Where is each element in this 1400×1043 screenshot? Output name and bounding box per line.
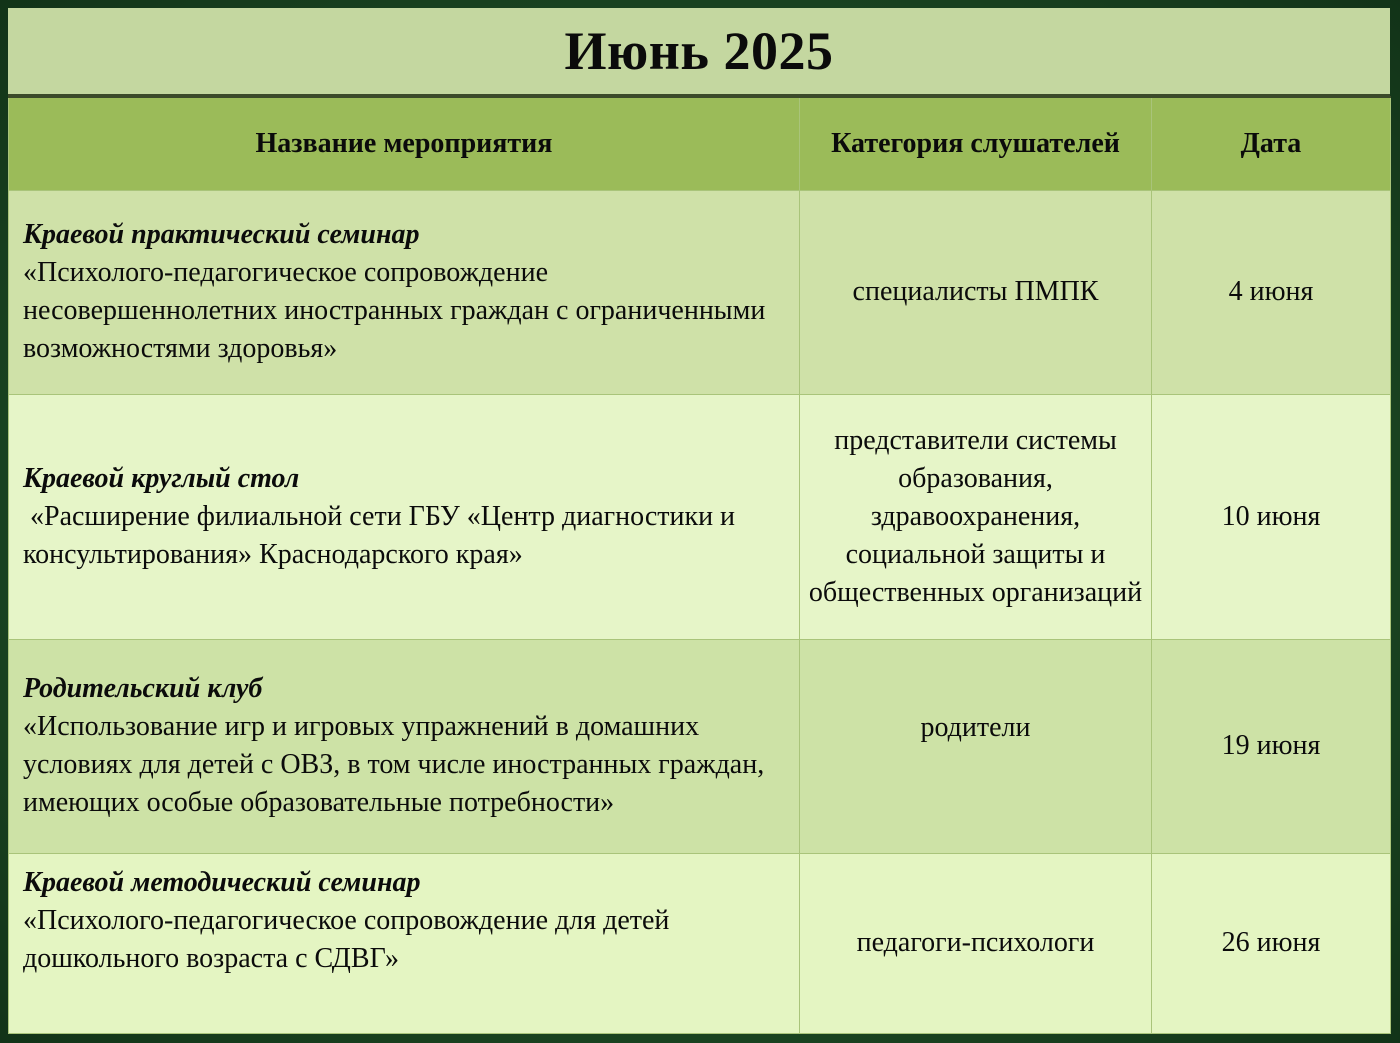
table-header-row xyxy=(9,97,1391,190)
event-name-cell xyxy=(9,853,800,1033)
event-category: родители xyxy=(800,639,1152,853)
event-category: специалисты ПМПК xyxy=(800,190,1152,394)
event-name-cell xyxy=(9,394,800,639)
table-row xyxy=(9,853,1391,1033)
event-date: 26 июня xyxy=(1152,853,1391,1033)
event-type: Краевой практический семинар xyxy=(23,219,420,250)
title-bar xyxy=(8,8,1390,96)
table-row xyxy=(9,394,1391,639)
event-title: «Расширение филиальной сети ГБУ «Центр диагностики и консультирования» Краснодарского края» xyxy=(23,500,743,570)
column-header-category: Категория слушателей xyxy=(800,97,1152,190)
table-row xyxy=(9,639,1391,853)
event-type: Краевой методический семинар xyxy=(23,866,421,898)
schedule-sheet xyxy=(8,8,1390,1032)
event-category: представители системы образования, здравоохранения, социальной защиты и общественных организаций xyxy=(800,394,1152,639)
event-type: Родительский клуб xyxy=(23,673,263,704)
event-date: 4 июня xyxy=(1152,190,1391,394)
event-category: педагоги-психологи xyxy=(800,853,1152,1033)
event-date: 10 июня xyxy=(1152,394,1391,639)
event-type: Краевой круглый стол xyxy=(23,462,300,494)
column-header-name: Название мероприятия xyxy=(9,97,800,190)
event-name-cell xyxy=(9,639,800,853)
event-title: «Использование игр и игровых упражнений в домашних условиях для детей с ОВЗ, в том числе иностранных граждан, имеющих особые образовательные потребности» xyxy=(23,711,772,818)
event-title: «Психолого-педагогическое сопровождение для детей дошкольного возраста с СДВГ» xyxy=(23,904,677,974)
event-title: «Психолого-педагогическое сопровождение несовершеннолетних иностранных граждан с ограниченными возможностями здоровья» xyxy=(23,257,773,364)
events-table xyxy=(8,96,1391,1034)
event-name-cell xyxy=(9,190,800,394)
event-date: 19 июня xyxy=(1152,639,1391,853)
page-title: Июнь 2025 xyxy=(564,21,834,81)
table-row xyxy=(9,190,1391,394)
column-header-date: Дата xyxy=(1152,97,1391,190)
